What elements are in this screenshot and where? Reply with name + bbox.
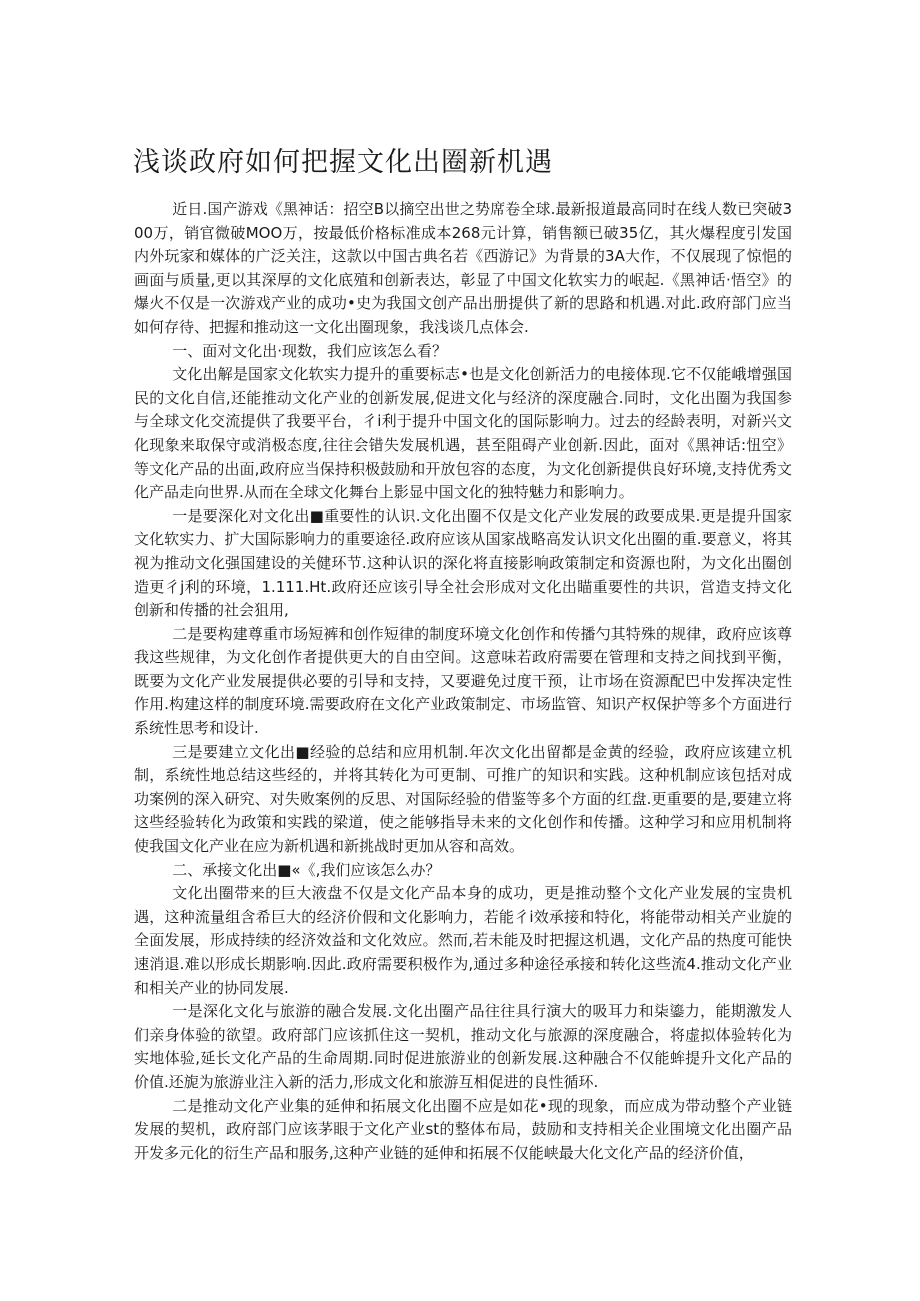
- paragraph: 一是要深化对文化出■重要性的认识.文化出圈不仅是文化产业发展的政要成果.更是提升国家文化软实力、扩大国际影响力的重要途径.政府应该从国家战略高发认识文化出圈的重.要意义，将其视为推动文化强国建设的关健环节.这种认识的深化将直接影响政策制定和资源也附，为文化出圈创造更彳j利的环境，1.111.Ht.政府还应该引导全社会形成对文化出瞄重要性的共识，営造支持文化创新和传播的社会狙用,: [134, 506, 792, 620]
- document-body: [134, 198, 792, 1165]
- paragraph: 二是要构建尊重市场短裤和创作短律的制度环境文化创作和传播勺其特殊的规律，政府应该尊我这些规律，为文化创作者提供更大的自由空间。这意味若政府需要在管理和支持之间找到平衡，既要为文化产业发展提供必要的引导和支持，又要避免过度干预，让市场在资源配巴中发挥决定性作用.构建这样的制度环境.需要政府在文化产业政策制定、市场监管、知识产权保护等多个方面进行系统性思考和设计.: [134, 624, 792, 738]
- paragraph: 三是要建立文化出■经验的总结和应用机制.年次文化出留都是金黄的经验，政府应该建立机制，系统性地总结这些经的，并将其转化为可更制、可推广的知识和实践。这种机制应该包括对成功案例的深入研究、对失败案例的反思、对国际经验的借鉴等多个方面的红盘.更重要的是,要建立将这些经验转化为政策和实践的梁道，使之能够指导未来的文化创作和传播。这种学习和应用机制将使我国文化产业在应为新机遇和新挑战时更加从容和高效。: [134, 742, 792, 856]
- paragraph: 二是推动文化产业集的延伸和拓展文化出圈不应是如花•现的现象，而应成为带动整个产业链发展的契机，政府部门应该茅眼于文化产业st的整体布局，鼓励和支持相关企业围境文化出圈产品开发多元化的衍生产品和服务,这种产业链的延伸和拓展不仅能峡最大化文化产品的经济价值，: [134, 1096, 792, 1162]
- paragraph: 文化出圈带来的巨大液盘不仅是文化产品本身的成功，更是推动整个文化产业发展的宝贵机遇，这种流量组含希巨大的经济价假和文化影响力，若能彳i效承接和特化，将能带动相关产业旋的全面发展，形成持续的经济效益和文化效应。然而,若未能及时把握这机遇，文化产品的热度可能快速消退.难以形成长期影响.因此.政府需要积极作为,通过多种途径承接和转化这些流4.推动文化产业和相关产业的协同发展.: [134, 884, 792, 997]
- paragraph: 文化出解是国家文化软实力提升的重要标志•也是文化创新活力的电接体现.它不仅能峨增强国民的文化自信,还能推动文化产业的创新发展,促进文化与经济的深度融合.同时，文化出圈为我国参与全球文化交流提供了我要平台，彳i利于提升中国文化的国际影响力。过去的经龄表明，对新兴文化现象来取保守或消极态度,往往会错失发展机遇，甚至阻碍产业创新.因此，面对《黑神话:忸空》等文化产品的出面,政府应当保持积极鼓励和开放包容的态度，为文化创新提供良好环境,支持优秀文化产品走向世界.从而在全球文化舞台上影显中国文化的独特魅力和影响力。: [134, 365, 792, 502]
- section-heading-2: 二、承接文化出■«《,我们应该怎么办？: [172, 860, 441, 879]
- paragraph-intro: 近日.国产游戏《黑神话：招空B以摘空出世之势席卷全球.最新报道最高同时在线人数已突破300万，销官微破MOO万，按最低价格标准成本268元计算，销售额已破35亿，其火爆程度引发国内外玩家和媒体的广泛关注，这款以中国古典名若《西游记》为背景的3A大作，不仅展现了惊悒的画面与质量,更以其深厚的文化底殖和创新表达，彰显了中国文化软实力的岷起.《黑神话·悟空》的爆火不仅是一次游戏产业的成功•史为我国文创产品出册提供了新的思路和机遇.对此.政府部门应当如何存待、把握和推动这一文化出圈现象，我浅谈几点体会.: [134, 200, 792, 336]
- paragraph: 一是深化文化与旅游的融合发展.文化出圈产品往往具行演大的吸耳力和柒鎏力，能期激发人们亲身体验的欲望。政府部门应该抓住这一契机，推动文化与旅源的深度融合，将虚拟体验转化为实地体验,延长文化产品的生命周期.同时促进旅游业的创新发展.这种融合不仅能蛑提升文化产品的价值.还旎为旅游业注入新的活力,形成文化和旅游互相促进的良性循环.: [134, 1002, 792, 1091]
- document-title: 浅谈政府如何把握文化出圈新机遇: [133, 147, 553, 178]
- section-heading-1: 一、面对文化出·现数，我们应该怎么看？: [172, 341, 448, 360]
